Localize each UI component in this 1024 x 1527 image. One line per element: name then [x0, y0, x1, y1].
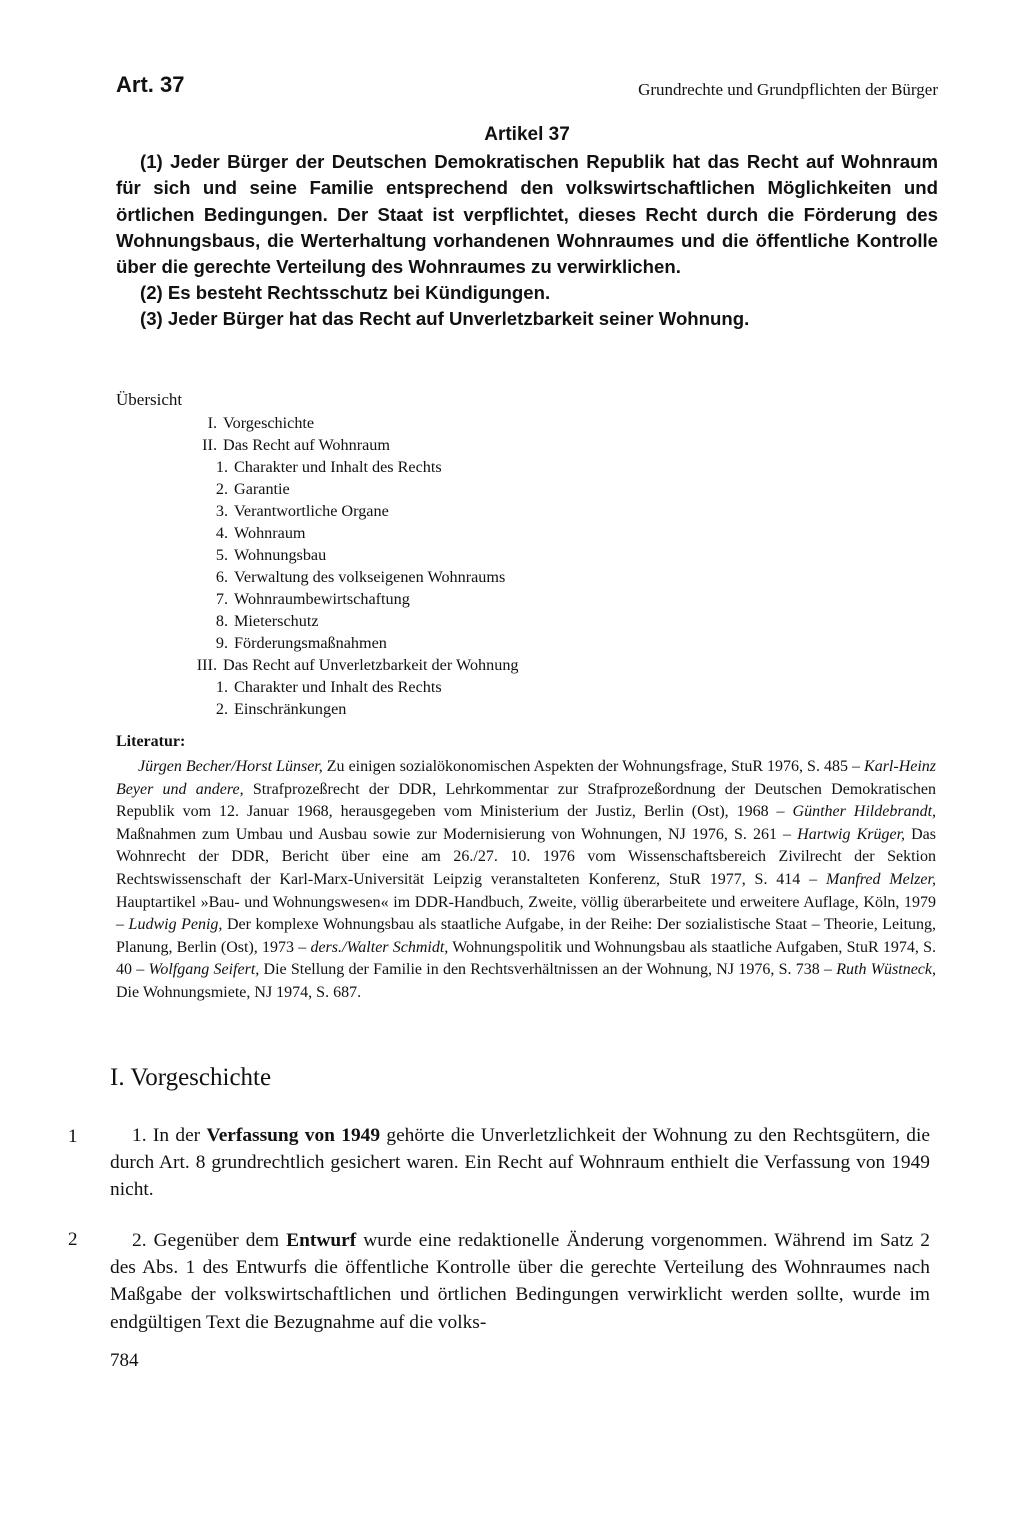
overview-item-number: 4. [215, 524, 228, 542]
body-text: gehörte die Unverletzlichkeit der Wohnung zu den Rechtsgütern, die durch Art. 8 grundrechtlich gesichert waren. Ein Recht auf Wohnraum enthielt die Verfassung von 1949 nicht. [110, 1125, 930, 1201]
overview-item-number: 7. [215, 590, 228, 608]
overview-item [190, 456, 690, 478]
overview-item [190, 544, 690, 566]
overview-item-label: Verantwortliche Organe [234, 502, 389, 520]
literature-text: Strafprozeßrecht der DDR, Lehrkommentar zur Strafprozeßordnung der Deutschen Demokratischen Republik vom 12. Januar 1968, herausgegeben vom Ministerium der Justiz, Berlin (Ost), 1968 – [116, 780, 937, 821]
overview-item [190, 500, 690, 522]
literature-text: Die Stellung der Familie in den Rechtsverhältnissen an der Wohnung, NJ 1976, S. 738 – [259, 961, 837, 979]
overview-item [190, 632, 690, 654]
overview-item [190, 588, 690, 610]
overview-item [190, 676, 690, 698]
overview-item-number: 9. [215, 634, 228, 652]
overview-item [190, 522, 690, 544]
body-keyword: Verfassung von 1949 [206, 1125, 381, 1146]
body-text: wurde eine redaktionelle Änderung vorgenommen. Während im Satz 2 des Abs. 1 des Entwurfs die öffentliche Kontrolle über die gerechte Verteilung des Wohnraumes nach Maßgabe der volkswirtschaftlichen und örtlichen Bedingungen verwirklicht werden sollte, wurde im endgültigen Text die Bezugnahme auf die volks- [110, 1230, 930, 1333]
overview-item-number: II. [202, 436, 217, 454]
overview-item [190, 566, 690, 588]
literature-text: Maßnahmen zum Umbau und Ausbau sowie zur Modernisierung von Wohnungen, NJ 1976, S. 261 – [116, 825, 798, 843]
overview-item-number: III. [196, 656, 217, 674]
literature-author: ders./Walter Schmidt, [310, 938, 449, 956]
overview-item-number: 1. [215, 458, 228, 476]
literature-text: Die Wohnungsmiete, NJ 1974, S. 687. [116, 983, 362, 1001]
overview-item-label: Das Recht auf Wohnraum [223, 436, 390, 454]
overview-item-label: Wohnraumbewirtschaftung [234, 590, 410, 608]
literature-author: Günther Hildebrandt, [792, 803, 937, 821]
margin-number: 1 [68, 1126, 78, 1147]
literature-text: Hauptartikel »Bau- und Wohnungswesen« im DDR-Handbuch, Zweite, völlig überarbeitete und erweitere Auflage, Köln, 1979 – [116, 893, 936, 934]
literature-text: Zu einigen sozialökonomischen Aspekten der Wohnungsfrage, StuR 1976, S. 485 – [322, 758, 865, 775]
literature-author: Karl-Heinz Beyer und andere, [116, 758, 937, 798]
body-paragraph-2 [110, 1227, 930, 1336]
overview-item [190, 434, 690, 456]
article-label: Art. 37 [116, 72, 185, 97]
overview-item-number: 1. [215, 678, 228, 696]
overview-item-label: Charakter und Inhalt des Rechts [234, 678, 442, 696]
literature-text: Das Wohnrecht der DDR, Bericht über eine am 26./27. 10. 1976 vom Wissenschaftsbereich Zivilrecht der Sektion Rechtswissenschaft der Karl-Marx-Universität Leipzig veranstalteten Konferenz, StuR 1977, S. 414 – [116, 825, 936, 888]
body-text: 1. In der [132, 1125, 207, 1146]
overview-item-number: 2. [215, 480, 228, 498]
running-title: Grundrechte und Grundpflichten der Bürger [638, 80, 938, 99]
literature-author: Hartwig Krüger, [797, 825, 906, 843]
article-paragraph-3: (3) Jeder Bürger hat das Recht auf Unverletzbarkeit seiner Wohnung. [140, 308, 750, 330]
literature-text: Der komplexe Wohnungsbau als staatliche Aufgabe, in der Reihe: Der sozialistische Staat – Theorie, Leitung, Planung, Berlin (Ost), 1973 – [116, 916, 937, 956]
overview-item-label: Einschränkungen [234, 700, 347, 718]
literature-title: Literatur: [116, 733, 186, 750]
overview-item-label: Förderungsmaßnahmen [234, 634, 387, 652]
overview-item-number: 6. [215, 568, 228, 586]
overview-item [190, 698, 690, 720]
body-text: 2. Gegenüber dem [132, 1230, 287, 1251]
literature-author: Ruth Wüstneck, [836, 961, 937, 979]
overview-item [190, 654, 690, 676]
overview-item-label: Mieterschutz [234, 612, 319, 630]
overview-item-label: Wohnungsbau [234, 546, 327, 564]
overview-item-label: Charakter und Inhalt des Rechts [234, 458, 442, 476]
literature-text: Wohnungspolitik und Wohnungsbau als staatliche Aufgaben, StuR 1974, S. 40 – [116, 938, 937, 979]
overview-item-label: Wohnraum [234, 524, 306, 542]
literature-body [116, 756, 936, 1005]
overview-item-number: 2. [215, 700, 228, 718]
literature-author: Jürgen Becher/Horst Lünser, [138, 758, 323, 775]
literature-author: Ludwig Penig, [128, 916, 223, 934]
body-keyword: Entwurf [286, 1230, 357, 1251]
margin-number: 2 [68, 1229, 78, 1250]
body-paragraph-1 [110, 1122, 930, 1204]
overview-item-label: Verwaltung des volkseigenen Wohnraums [234, 568, 506, 586]
overview-item-number: I. [207, 414, 217, 432]
section-heading: I. Vorgeschichte [110, 1064, 272, 1091]
overview-item-number: 5. [215, 546, 228, 564]
overview-list [190, 412, 690, 720]
article-text-block [116, 122, 938, 333]
article-heading: Artikel 37 [484, 124, 570, 145]
overview-item-label: Garantie [234, 480, 290, 498]
overview-title: Übersicht [116, 390, 183, 409]
article-paragraph-2: (2) Es besteht Rechtsschutz bei Kündigungen. [140, 282, 551, 304]
overview-item [190, 478, 690, 500]
literature-author: Wolfgang Seifert, [148, 961, 260, 979]
overview-item-label: Vorgeschichte [223, 414, 315, 432]
overview-item-number: 3. [215, 502, 228, 520]
overview-item-label: Das Recht auf Unverletzbarkeit der Wohnung [223, 656, 519, 674]
overview-item [190, 610, 690, 632]
overview-item [190, 412, 690, 434]
overview-item-number: 8. [215, 612, 228, 630]
literature-author: Manfred Melzer, [825, 870, 936, 888]
page-number: 784 [110, 1350, 139, 1371]
article-paragraph-1: (1) Jeder Bürger der Deutschen Demokratischen Republik hat das Recht auf Wohnraum für sich und seine Familie entsprechend den volkswirtschaftlichen Möglichkeiten und örtlichen Bedingungen. Der Staat ist verpflichtet, dieses Recht durch die Förderung des Wohnungsbaus, die Werterhaltung vorhandenen Wohnraumes und die öffentliche Kontrolle über die gerechte Verteilung des Wohnraumes zu verwirklichen. [116, 151, 938, 278]
